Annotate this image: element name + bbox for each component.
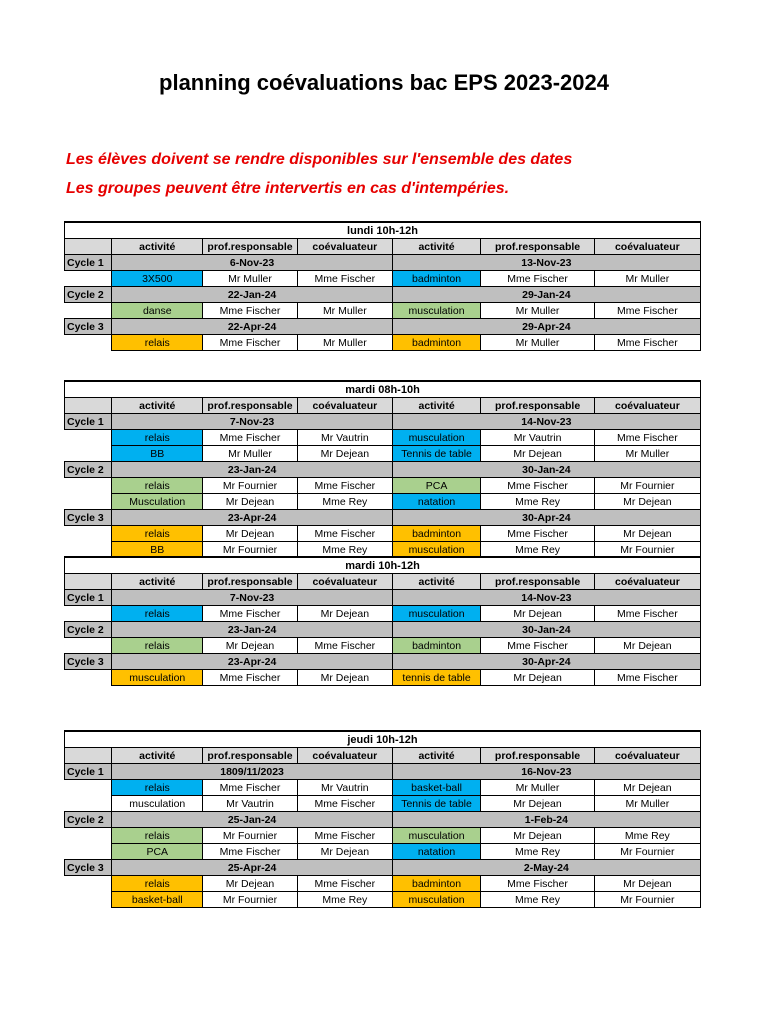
date-left: 22-Jan-24: [112, 287, 392, 303]
prof-right: Mme Rey: [481, 892, 594, 908]
activity-left: relais: [112, 478, 203, 494]
schedule-table: [64, 221, 701, 351]
column-header-activite: activité: [112, 748, 203, 764]
header-blank: [65, 398, 112, 414]
table-row: [65, 446, 701, 462]
activity-right: Tennis de table: [392, 446, 481, 462]
header-blank: [65, 748, 112, 764]
column-header-prof: prof.responsable: [203, 398, 298, 414]
prof-left: Mr Fournier: [203, 892, 298, 908]
activity-right: musculation: [392, 542, 481, 558]
block-title: mardi 08h-10h: [65, 381, 701, 398]
activity-right: badminton: [392, 638, 481, 654]
coevaluator-left: Mr Dejean: [297, 844, 392, 860]
table-row: [65, 335, 701, 351]
activity-right: musculation: [392, 828, 481, 844]
cycle-row: [65, 255, 701, 271]
coevaluator-right: Mme Fischer: [594, 335, 700, 351]
coevaluator-right: Mr Fournier: [594, 478, 700, 494]
cycle-label: Cycle 3: [65, 860, 112, 876]
cycle-row: [65, 590, 701, 606]
column-header-prof: prof.responsable: [203, 574, 298, 590]
date-left: 23-Jan-24: [112, 622, 392, 638]
prof-left: Mme Fischer: [203, 606, 298, 622]
column-header-prof: prof.responsable: [481, 239, 594, 255]
activity-left: relais: [112, 606, 203, 622]
date-left: 25-Apr-24: [112, 860, 392, 876]
coevaluator-right: Mr Fournier: [594, 542, 700, 558]
table-row: [65, 271, 701, 287]
column-header-coeval: coévaluateur: [297, 398, 392, 414]
prof-left: Mr Fournier: [203, 542, 298, 558]
table-row: [65, 780, 701, 796]
date-right: 16-Nov-23: [392, 764, 700, 780]
block-title: jeudi 10h-12h: [65, 731, 701, 748]
block-title: mardi 10h-12h: [65, 557, 701, 574]
date-left: 7-Nov-23: [112, 414, 392, 430]
date-left: 25-Jan-24: [112, 812, 392, 828]
column-header-activite: activité: [112, 239, 203, 255]
coevaluator-left: Mme Fischer: [297, 828, 392, 844]
activity-left: relais: [112, 780, 203, 796]
row-spacer: [65, 796, 112, 812]
header-blank: [65, 239, 112, 255]
activity-right: natation: [392, 844, 481, 860]
date-right: 29-Jan-24: [392, 287, 700, 303]
column-header-activite: activité: [392, 239, 481, 255]
date-left: 6-Nov-23: [112, 255, 392, 271]
prof-left: Mme Fischer: [203, 430, 298, 446]
prof-right: Mme Rey: [481, 844, 594, 860]
coevaluator-right: Mr Fournier: [594, 892, 700, 908]
coevaluator-right: Mme Fischer: [594, 430, 700, 446]
activity-left: basket-ball: [112, 892, 203, 908]
cycle-row: [65, 654, 701, 670]
activity-left: BB: [112, 446, 203, 462]
row-spacer: [65, 494, 112, 510]
activity-left: danse: [112, 303, 203, 319]
column-header-activite: activité: [392, 574, 481, 590]
prof-right: Mme Fischer: [481, 526, 594, 542]
date-left: 23-Apr-24: [112, 510, 392, 526]
table-row: [65, 430, 701, 446]
activity-right: badminton: [392, 271, 481, 287]
prof-right: Mr Muller: [481, 780, 594, 796]
activity-left: PCA: [112, 844, 203, 860]
activity-right: musculation: [392, 303, 481, 319]
coevaluator-left: Mr Muller: [297, 335, 392, 351]
row-spacer: [65, 271, 112, 287]
table-row: [65, 796, 701, 812]
coevaluator-left: Mr Vautrin: [297, 780, 392, 796]
prof-left: Mr Muller: [203, 271, 298, 287]
row-spacer: [65, 526, 112, 542]
activity-right: Tennis de table: [392, 796, 481, 812]
prof-right: Mr Dejean: [481, 670, 594, 686]
cycle-label: Cycle 2: [65, 287, 112, 303]
coevaluator-left: Mme Fischer: [297, 478, 392, 494]
cycle-label: Cycle 3: [65, 510, 112, 526]
coevaluator-right: Mr Fournier: [594, 844, 700, 860]
date-right: 13-Nov-23: [392, 255, 700, 271]
block-title: lundi 10h-12h: [65, 222, 701, 239]
prof-right: Mme Fischer: [481, 478, 594, 494]
prof-left: Mr Dejean: [203, 638, 298, 654]
table-row: [65, 606, 701, 622]
coevaluator-right: Mr Dejean: [594, 526, 700, 542]
coevaluator-left: Mme Fischer: [297, 796, 392, 812]
activity-right: PCA: [392, 478, 481, 494]
header-blank: [65, 574, 112, 590]
coevaluator-right: Mr Muller: [594, 446, 700, 462]
column-header-coeval: coévaluateur: [594, 239, 700, 255]
row-spacer: [65, 638, 112, 654]
activity-left: relais: [112, 526, 203, 542]
column-header-activite: activité: [112, 574, 203, 590]
table-row: [65, 494, 701, 510]
prof-left: Mr Vautrin: [203, 796, 298, 812]
date-left: 23-Jan-24: [112, 462, 392, 478]
schedule-table: [64, 380, 701, 558]
row-spacer: [65, 335, 112, 351]
coevaluator-left: Mr Dejean: [297, 670, 392, 686]
cycle-label: Cycle 1: [65, 590, 112, 606]
activity-right: musculation: [392, 892, 481, 908]
cycle-label: Cycle 3: [65, 319, 112, 335]
date-left: 22-Apr-24: [112, 319, 392, 335]
prof-left: Mme Fischer: [203, 844, 298, 860]
row-spacer: [65, 430, 112, 446]
prof-left: Mr Fournier: [203, 478, 298, 494]
activity-right: badminton: [392, 526, 481, 542]
cycle-label: Cycle 2: [65, 812, 112, 828]
prof-right: Mme Fischer: [481, 876, 594, 892]
schedule-table: [64, 556, 701, 686]
activity-left: Musculation: [112, 494, 203, 510]
prof-right: Mr Dejean: [481, 828, 594, 844]
prof-right: Mr Vautrin: [481, 430, 594, 446]
cycle-label: Cycle 1: [65, 255, 112, 271]
cycle-row: [65, 510, 701, 526]
activity-left: relais: [112, 430, 203, 446]
table-row: [65, 828, 701, 844]
cycle-label: Cycle 1: [65, 764, 112, 780]
row-spacer: [65, 780, 112, 796]
row-spacer: [65, 478, 112, 494]
prof-right: Mr Muller: [481, 335, 594, 351]
coevaluator-left: Mme Fischer: [297, 271, 392, 287]
coevaluator-left: Mr Dejean: [297, 446, 392, 462]
column-header-prof: prof.responsable: [203, 748, 298, 764]
activity-left: BB: [112, 542, 203, 558]
table-row: [65, 303, 701, 319]
coevaluator-left: Mr Vautrin: [297, 430, 392, 446]
cycle-row: [65, 287, 701, 303]
activity-left: relais: [112, 335, 203, 351]
prof-right: Mr Muller: [481, 303, 594, 319]
row-spacer: [65, 844, 112, 860]
activity-left: musculation: [112, 796, 203, 812]
page-title: planning coévaluations bac EPS 2023-2024: [159, 70, 609, 95]
column-header-coeval: coévaluateur: [594, 748, 700, 764]
column-header-coeval: coévaluateur: [594, 398, 700, 414]
cycle-label: Cycle 1: [65, 414, 112, 430]
column-header-prof: prof.responsable: [481, 748, 594, 764]
prof-right: Mme Fischer: [481, 638, 594, 654]
cycle-label: Cycle 2: [65, 462, 112, 478]
row-spacer: [65, 892, 112, 908]
coevaluator-left: Mr Dejean: [297, 606, 392, 622]
date-right: 1-Feb-24: [392, 812, 700, 828]
coevaluator-right: Mr Dejean: [594, 876, 700, 892]
column-header-activite: activité: [112, 398, 203, 414]
prof-right: Mme Fischer: [481, 271, 594, 287]
date-left: 1809/11/2023: [112, 764, 392, 780]
activity-right: basket-ball: [392, 780, 481, 796]
activity-left: 3X500: [112, 271, 203, 287]
cycle-row: [65, 414, 701, 430]
coevaluator-right: Mr Dejean: [594, 494, 700, 510]
prof-left: Mme Fischer: [203, 335, 298, 351]
column-header-prof: prof.responsable: [481, 398, 594, 414]
coevaluator-left: Mme Fischer: [297, 876, 392, 892]
schedule-table: [64, 730, 701, 908]
column-header-prof: prof.responsable: [481, 574, 594, 590]
prof-left: Mme Fischer: [203, 670, 298, 686]
cycle-row: [65, 812, 701, 828]
row-spacer: [65, 828, 112, 844]
column-header-activite: activité: [392, 748, 481, 764]
date-right: 14-Nov-23: [392, 414, 700, 430]
table-row: [65, 844, 701, 860]
cycle-row: [65, 319, 701, 335]
activity-right: musculation: [392, 430, 481, 446]
prof-left: Mme Fischer: [203, 303, 298, 319]
activity-right: natation: [392, 494, 481, 510]
activity-left: relais: [112, 876, 203, 892]
table-row: [65, 876, 701, 892]
date-right: 2-May-24: [392, 860, 700, 876]
activity-left: relais: [112, 638, 203, 654]
coevaluator-right: Mr Dejean: [594, 780, 700, 796]
coevaluator-right: Mr Dejean: [594, 638, 700, 654]
prof-right: Mr Dejean: [481, 606, 594, 622]
date-left: 23-Apr-24: [112, 654, 392, 670]
row-spacer: [65, 446, 112, 462]
cycle-row: [65, 462, 701, 478]
coevaluator-right: Mr Muller: [594, 271, 700, 287]
row-spacer: [65, 670, 112, 686]
coevaluator-right: Mme Fischer: [594, 606, 700, 622]
activity-right: badminton: [392, 876, 481, 892]
column-header-activite: activité: [392, 398, 481, 414]
prof-left: Mr Muller: [203, 446, 298, 462]
table-row: [65, 892, 701, 908]
prof-left: Mr Dejean: [203, 526, 298, 542]
coevaluator-left: Mr Muller: [297, 303, 392, 319]
coevaluator-right: Mr Muller: [594, 796, 700, 812]
prof-right: Mme Rey: [481, 542, 594, 558]
coevaluator-right: Mme Fischer: [594, 303, 700, 319]
note-availability: Les élèves doivent se rendre disponibles sur l'ensemble des dates: [66, 151, 573, 168]
row-spacer: [65, 606, 112, 622]
coevaluator-left: Mme Fischer: [297, 526, 392, 542]
prof-right: Mme Rey: [481, 494, 594, 510]
date-right: 30-Apr-24: [392, 654, 700, 670]
coevaluator-left: Mme Rey: [297, 494, 392, 510]
column-header-coeval: coévaluateur: [297, 239, 392, 255]
date-right: 30-Jan-24: [392, 462, 700, 478]
prof-right: Mr Dejean: [481, 446, 594, 462]
activity-right: tennis de table: [392, 670, 481, 686]
column-header-coeval: coévaluateur: [297, 748, 392, 764]
row-spacer: [65, 876, 112, 892]
table-row: [65, 670, 701, 686]
date-right: 14-Nov-23: [392, 590, 700, 606]
cycle-label: Cycle 3: [65, 654, 112, 670]
row-spacer: [65, 303, 112, 319]
coevaluator-left: Mme Fischer: [297, 638, 392, 654]
prof-left: Mme Fischer: [203, 780, 298, 796]
note-swap-groups: Les groupes peuvent être intervertis en cas d'intempéries.: [66, 180, 510, 197]
date-left: 7-Nov-23: [112, 590, 392, 606]
date-right: 30-Apr-24: [392, 510, 700, 526]
column-header-coeval: coévaluateur: [297, 574, 392, 590]
column-header-prof: prof.responsable: [203, 239, 298, 255]
date-right: 30-Jan-24: [392, 622, 700, 638]
table-row: [65, 526, 701, 542]
cycle-row: [65, 622, 701, 638]
coevaluator-right: Mme Fischer: [594, 670, 700, 686]
activity-right: badminton: [392, 335, 481, 351]
activity-left: relais: [112, 828, 203, 844]
cycle-row: [65, 764, 701, 780]
coevaluator-left: Mme Rey: [297, 892, 392, 908]
table-row: [65, 478, 701, 494]
coevaluator-right: Mme Rey: [594, 828, 700, 844]
activity-left: musculation: [112, 670, 203, 686]
cycle-label: Cycle 2: [65, 622, 112, 638]
date-right: 29-Apr-24: [392, 319, 700, 335]
prof-right: Mr Dejean: [481, 796, 594, 812]
prof-left: Mr Dejean: [203, 494, 298, 510]
activity-right: musculation: [392, 606, 481, 622]
table-row: [65, 638, 701, 654]
cycle-row: [65, 860, 701, 876]
prof-left: Mr Fournier: [203, 828, 298, 844]
coevaluator-left: Mme Rey: [297, 542, 392, 558]
column-header-coeval: coévaluateur: [594, 574, 700, 590]
prof-left: Mr Dejean: [203, 876, 298, 892]
